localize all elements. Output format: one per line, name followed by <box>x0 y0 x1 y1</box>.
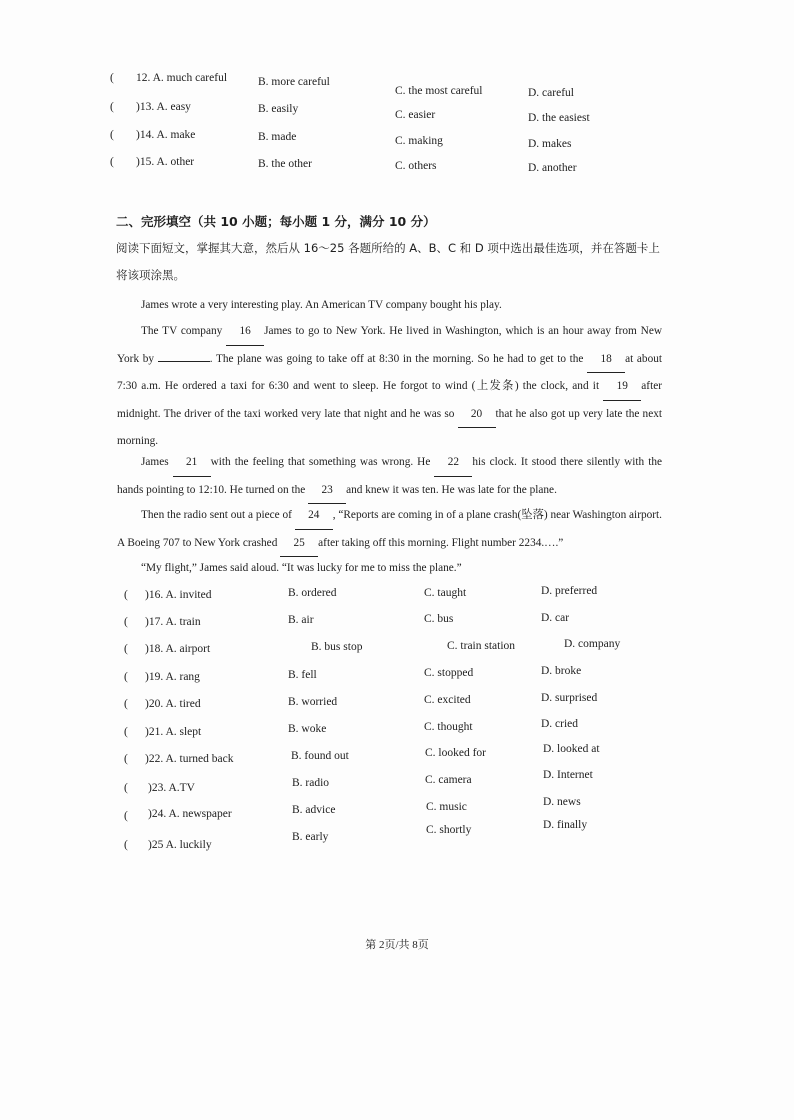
option-c: C. others <box>395 160 437 172</box>
option-row-24 <box>0 796 794 832</box>
option-a: )20. A. tired <box>145 698 201 710</box>
option-row-13 <box>0 101 794 123</box>
answer-bracket: ( <box>110 156 114 168</box>
option-a: )16. A. invited <box>145 589 212 601</box>
option-b: B. radio <box>292 777 330 789</box>
passage-text: James <box>141 456 169 468</box>
option-a: )24. A. newspaper <box>148 808 232 820</box>
option-a: )25 A. luckily <box>148 839 212 851</box>
option-a: )21. A. slept <box>145 726 202 738</box>
option-b: B. bus stop <box>311 641 363 653</box>
option-b: B. woke <box>288 723 327 735</box>
answer-bracket: ( <box>124 839 128 851</box>
blank-19[interactable]: 19 <box>603 373 641 401</box>
passage-text: his clock. It stood there silently with the hands pointing to 12:10. He turned on the <box>117 456 662 496</box>
option-c: C. thought <box>424 721 473 733</box>
blank-21[interactable]: 21 <box>173 449 211 477</box>
answer-bracket: ( <box>124 589 128 601</box>
option-a: )15. A. other <box>136 156 195 168</box>
passage-text: James wrote a very interesting play. An American TV company bought his play. <box>141 299 502 311</box>
option-b: B. ordered <box>288 587 337 599</box>
option-row-19 <box>0 665 794 693</box>
option-row-22 <box>0 743 794 775</box>
passage-text: , “Reports are coming in of a plane crash(坠落) near Washington airport. A Boeing 707 to New York crashed <box>117 509 662 549</box>
option-b: B. the other <box>258 158 312 170</box>
option-row-25 <box>0 819 794 861</box>
option-b: B. fell <box>288 669 317 681</box>
option-c: C. easier <box>395 109 436 121</box>
option-c: C. the most careful <box>395 85 483 97</box>
option-c: C. making <box>395 135 443 147</box>
option-row-15 <box>0 156 794 178</box>
answer-bracket: ( <box>110 72 114 84</box>
option-a: )23. A.TV <box>148 782 195 794</box>
option-b: B. found out <box>291 750 349 762</box>
option-a: 12. A. much careful <box>136 72 228 84</box>
option-b: B. easily <box>258 103 299 115</box>
option-d: D. car <box>541 612 570 624</box>
option-c: C. music <box>426 801 467 813</box>
option-c: C. looked for <box>425 747 487 759</box>
answer-bracket: ( <box>124 698 128 710</box>
answer-bracket: ( <box>124 726 128 738</box>
blank-23[interactable]: 23 <box>308 477 346 505</box>
option-c: C. camera <box>425 774 472 786</box>
answer-bracket: ( <box>124 643 128 655</box>
blank-16[interactable]: 16 <box>226 318 264 346</box>
blank-22[interactable]: 22 <box>434 449 472 477</box>
option-row-14 <box>0 129 794 151</box>
passage-text: James to go to New York. He lived in Washington, which is an hour away from New York by <box>117 325 662 365</box>
passage-text: at about 7:30 a.m. He ordered a taxi for 6:30 and went to sleep. He forgot to wind (上发条) the clock, and it <box>117 352 663 393</box>
passage-text: with the feeling that something was wrong. He <box>210 456 431 468</box>
option-d: D. company <box>564 638 621 650</box>
blank-20[interactable]: 20 <box>458 401 496 429</box>
option-a: )14. A. make <box>136 129 196 141</box>
option-a: )22. A. turned back <box>145 753 234 765</box>
answer-bracket: ( <box>110 129 114 141</box>
option-row-23 <box>0 769 794 804</box>
instruction-line-1: 阅读下面短文，掌握其大意，然后从 16～25 各题所给的 A、B、C 和 D 项中选出最佳选项，并在答题卡上 <box>116 241 660 255</box>
option-b: B. advice <box>292 804 336 816</box>
section-title: 二、完形填空（共 10 小题；每小题 1 分，满分 10 分） <box>116 214 436 229</box>
blank-18[interactable]: 18 <box>587 346 625 374</box>
answer-bracket: ( <box>124 616 128 628</box>
passage-text: and knew it was ten. He was late for the plane. <box>346 483 557 496</box>
option-d: D. broke <box>541 665 582 677</box>
instruction-line-2: 将该项涂黑。 <box>116 268 185 282</box>
option-c: C. bus <box>424 613 454 625</box>
page-number: 第 2页/共 8页 <box>365 939 429 951</box>
option-a: )13. A. easy <box>136 101 191 113</box>
answer-bracket: ( <box>124 671 128 683</box>
option-d: D. another <box>528 162 577 174</box>
option-d: D. careful <box>528 87 574 99</box>
option-d: D. finally <box>543 819 588 831</box>
passage-text: The TV company <box>141 325 223 337</box>
option-d: D. cried <box>541 718 579 730</box>
option-c: C. shortly <box>426 824 472 836</box>
option-c: C. taught <box>424 587 467 599</box>
option-b: B. more careful <box>258 76 330 88</box>
answer-bracket: ( <box>124 782 128 794</box>
option-b: B. air <box>288 614 314 626</box>
passage-text: after midnight. The driver of the taxi worked very late that night and he was so <box>117 380 662 420</box>
passage-text: after taking off this morning. Flight number 2234.….” <box>318 536 564 549</box>
passage-text: . The plane was going to take off at 8:30 in the morning. So he had to get to the <box>209 352 584 365</box>
passage-text: Then the radio sent out a piece of <box>141 509 292 521</box>
answer-bracket: ( <box>124 753 128 765</box>
option-c: C. excited <box>424 694 471 706</box>
option-d: D. Internet <box>543 769 593 781</box>
option-d: D. preferred <box>541 585 598 597</box>
passage-paragraph-5 <box>117 555 662 582</box>
option-b: B. early <box>292 831 329 843</box>
option-a: )19. A. rang <box>145 671 200 683</box>
option-b: B. worried <box>288 696 338 708</box>
passage-text: that he also got up very late the next morning. <box>117 407 662 448</box>
passage-paragraph-3 <box>117 449 662 504</box>
option-d: D. the easiest <box>528 112 590 124</box>
option-d: D. looked at <box>543 743 600 755</box>
blank-24[interactable]: 24 <box>295 502 333 530</box>
option-d: D. makes <box>528 138 572 150</box>
option-row-21 <box>0 718 794 748</box>
answer-bracket: ( <box>110 101 114 113</box>
passage-paragraph-4 <box>117 502 662 557</box>
option-row-20 <box>0 692 794 720</box>
blank-17[interactable] <box>158 361 210 362</box>
option-a: )17. A. train <box>145 616 201 628</box>
option-row-16 <box>0 585 794 611</box>
option-c: C. train station <box>447 640 516 652</box>
passage-text: “My flight,” James said aloud. “It was lucky for me to miss the plane.” <box>141 562 462 574</box>
passage-paragraph-1 <box>117 292 662 319</box>
option-b: B. made <box>258 131 297 143</box>
option-c: C. stopped <box>424 667 474 679</box>
option-row-12 <box>0 72 794 99</box>
blank-25[interactable]: 25 <box>280 530 318 558</box>
answer-bracket: ( <box>124 810 128 822</box>
option-d: D. news <box>543 796 581 808</box>
option-d: D. surprised <box>541 692 598 704</box>
option-row-17 <box>0 612 794 638</box>
option-row-18 <box>0 638 794 665</box>
passage-paragraph-2 <box>117 318 662 455</box>
option-a: )18. A. airport <box>145 643 211 655</box>
